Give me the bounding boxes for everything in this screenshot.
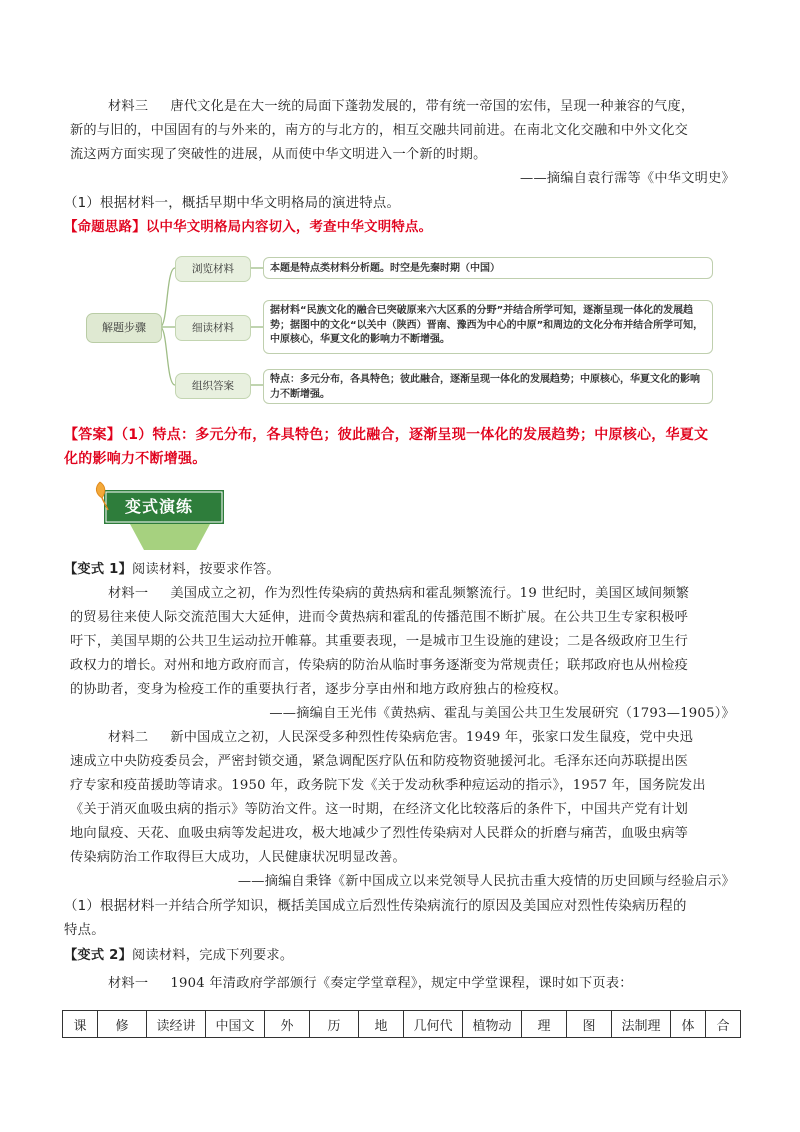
table-cell: 图 [567,1011,612,1038]
variant2-instruction: 阅读材料，完成下列要求。 [132,948,294,963]
table-cell: 法制理 [612,1011,671,1038]
variant2-header [64,944,729,968]
table-cell: 外 [265,1011,310,1038]
v1-m1-text-3: 政权力的增长。对州和地方政府而言，传染病的防治从临时事务逐渐变为常规责任；联邦政府也从州检疫 [70,658,689,673]
v1-m1-text-0: 美国成立之初，作为烈性传染病的黄热病和霍乱频繁流行。19 世纪时，美国区域间频繁 [170,586,690,601]
table-cell: 地 [359,1011,404,1038]
table-row [63,1011,741,1038]
mindmap-content-organize: 特点：多元分布，各具特色；彼此融合，逐渐呈现一体化的发展趋势；中原核心，华夏文化的影响力不断增强。 [263,369,713,404]
v1-m2-text-0: 新中国成立之初，人民深受多种烈性传染病危害。1949 年，张家口发生鼠疫，党中央迅 [170,730,694,745]
table-cell: 读经讲 [147,1011,206,1038]
v1-m1-text-1: 的贸易往来使人际交流范围大大延伸，进而令黄热病和霍乱的传播范围不断扩展。在公共卫生专家积极呼 [70,610,689,625]
table-cell: 修 [98,1011,147,1038]
v1-m2-text-5: 传染病防治工作取得巨大成功，人民健康状况明显改善。 [70,850,406,865]
v2-m1-text: 1904 年清政府学部颁行《奏定学堂章程》，规定中学堂课程，课时如下页表： [170,976,633,991]
table-cell: 理 [522,1011,567,1038]
material3-label: 材料三 [108,99,149,114]
mindmap-content-read: 据材料“民族文化的融合已突破原来六大区系的分野”并结合所学可知，逐渐呈现一体化的发展趋势；据图中的文化“以关中（陕西）晋南、豫西为中心的中原”和周边的文化分布并结合所学可知，中原核心，华夏文化的影响力不断增强。 [263,300,713,354]
v1-m2-text-3: 《关于消灭血吸虫病的指示》等防治文件。这一时期，在经济文化比较落后的条件下，中国共产党有计划 [70,802,689,817]
mindmap-content-browse: 本题是特点类材料分析题。时空是先秦时期（中国） [263,257,713,279]
table-cell: 几何代 [404,1011,463,1038]
variant1-tag: 【变式 1】 [64,562,133,577]
v1-material2-label: 材料二 [108,730,149,745]
table-cell: 体 [671,1011,706,1038]
mindmap-node-browse: 浏览材料 [175,256,251,282]
v1-m2-text-4: 地向鼠疫、天花、血吸虫病等发起进攻，极大地减少了烈性传染病对人民群众的折磨与痛苦，血吸虫病等 [70,826,689,841]
table-cell: 植物动 [463,1011,522,1038]
material3-line3: 流这两方面实现了突破性的进展，从而使中华文明进入一个新的时期。 [70,147,487,162]
variant1-instruction: 阅读材料，按要求作答。 [132,562,280,577]
answer-line2: 化的影响力不断增强。 [64,451,207,467]
v1-question-line2: 特点。 [64,923,105,938]
material3-line1: 唐代文化是在大一统的局面下蓬勃发展的，带有统一帝国的宏伟，呈现一种兼容的气度， [170,99,695,114]
mindmap-root: 解题步骤 [86,313,162,343]
variant2-tag: 【变式 2】 [64,948,133,963]
table-cell: 课 [63,1011,98,1038]
v1-m1-source: ——摘编自王光伟《黄热病、霍乱与美国公共卫生发展研究（1793—1905）》 [269,706,735,721]
v1-m2-text-1: 速成立中央防疫委员会，严密封锁交通，紧急调配医疗队伍和防疫物资驰援河北。毛泽东还向苏联提出医 [70,754,689,769]
v1-material1-line1 [70,582,735,606]
table-cell: 历 [310,1011,359,1038]
v1-m2-source: ——摘编自秉锋《新中国成立以来党领导人民抗击重大疫情的历史回顾与经验启示》 [237,874,735,889]
table-cell: 合 [706,1011,741,1038]
mindmap-node-organize: 组织答案 [175,373,251,399]
variant1-header [64,558,729,582]
v1-material2-line1 [70,726,735,750]
v2-material1-line [70,972,735,996]
table-cell: 中国文 [206,1011,265,1038]
material3-line2: 新的与旧的，中国固有的与外来的，南方的与北方的，相互交融共同前进。在南北文化交融和中外文化交 [70,123,689,138]
v1-m1-text-2: 吁下，美国早期的公共卫生运动拉开帷幕。其重要表现，一是城市卫生设施的建设；二是各级政府卫生行 [70,634,689,649]
question1: （1）根据材料一，概括早期中华文明格局的演进特点。 [64,196,401,211]
banner-title: 变式演练 [124,497,193,516]
mindmap-node-read: 细读材料 [175,315,251,341]
v1-m1-text-4: 的协助者，变身为检疫工作的重要执行者，逐步分享由州和地方政府独占的检疫权。 [70,682,568,697]
answer-line1: 【答案】（1）特点：多元分布，各具特色；彼此融合，逐渐呈现一体化的发展趋势；中原核心，华夏文 [64,427,709,443]
mindmap-connectors [0,0,800,420]
v1-material1-label: 材料一 [108,586,149,601]
v1-m2-text-2: 疗专家和疫苗援助等请求。1950 年，政务院下发《关于发动秋季种痘运动的指示》，1957 年，国务院发出 [70,778,706,793]
design-idea: 【命题思路】以中华文明格局内容切入，考查中华文明特点。 [64,220,433,235]
curriculum-table [62,1010,741,1038]
v1-question-line1: （1）根据材料一并结合所学知识，概括美国成立后烈性传染病流行的原因及美国应对烈性传染病历程的 [64,899,687,914]
v2-material1-label: 材料一 [108,976,149,991]
material3-source: ——摘编自袁行霈等《中华文明史》 [520,171,735,186]
